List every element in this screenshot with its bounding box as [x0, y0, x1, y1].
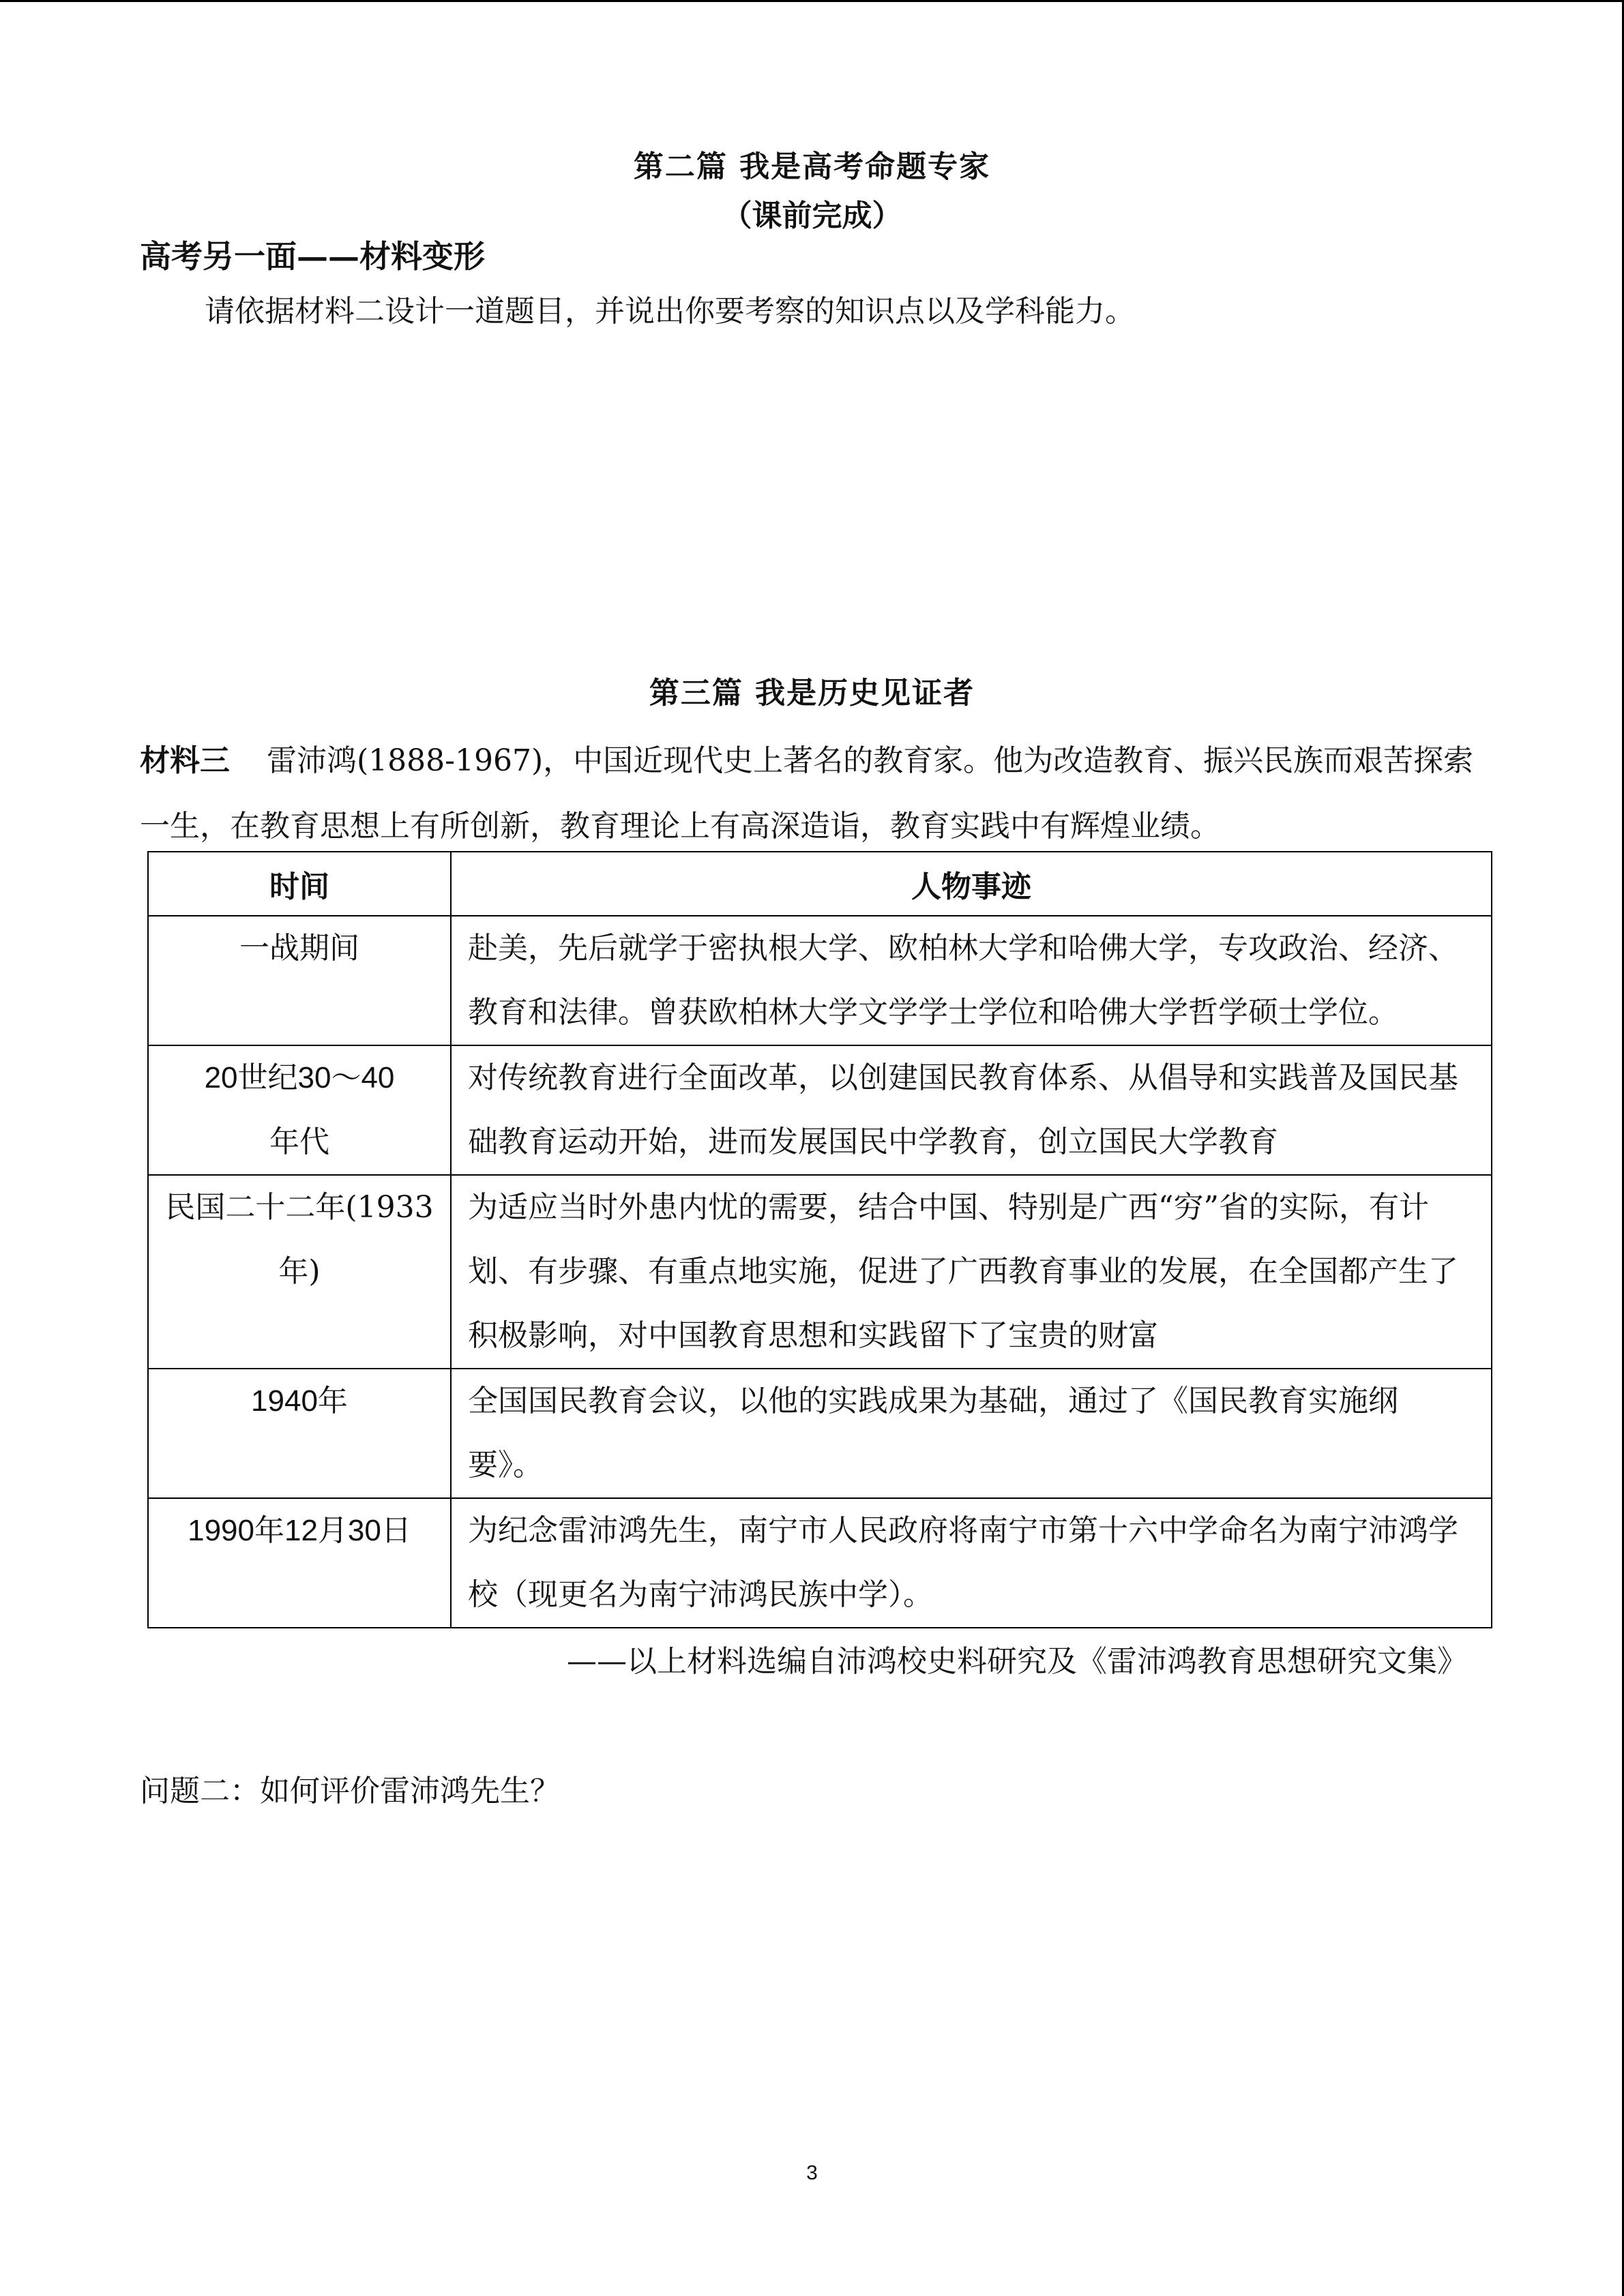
- material-three: [140, 728, 1497, 859]
- table-row: [148, 1045, 1492, 1175]
- material-text: 雷沛鸿(1888-1967)，中国近现代史上著名的教育家。他为改造教育、振兴民族而艰苦探索一生，在教育思想上有所创新，教育理论上有高深造诣，教育实践中有辉煌业绩。: [140, 743, 1474, 844]
- page-number: 3: [806, 2162, 818, 2184]
- part2-title: 第二篇 我是高考命题专家: [633, 149, 991, 184]
- row-time: 1940年: [148, 1369, 451, 1498]
- part2-subtitle: （课前完成）: [722, 198, 902, 233]
- table-row: [148, 1175, 1492, 1369]
- header-event: 人物事迹: [451, 852, 1492, 916]
- row-time: 民国二十二年(1933年): [148, 1175, 451, 1369]
- table-header-row: [148, 852, 1492, 916]
- row-time: 20世纪30～40年代: [148, 1045, 451, 1175]
- table-row: [148, 1498, 1492, 1628]
- row-time: 1990年12月30日: [148, 1498, 451, 1628]
- row-event: 为纪念雷沛鸿先生，南宁市人民政府将南宁市第十六中学命名为南宁沛鸿学校（现更名为南宁沛鸿民族中学）。: [451, 1498, 1492, 1628]
- row-event: 全国国民教育会议，以他的实践成果为基础，通过了《国民教育实施纲要》。: [451, 1369, 1492, 1498]
- part2-prompt: 请依据材料二设计一道题目，并说出你要考察的知识点以及学科能力。: [205, 294, 1135, 329]
- row-event: 对传统教育进行全面改革，以创建国民教育体系、从倡导和实践普及国民基础教育运动开始，进而发展国民中学教育，创立国民大学教育: [451, 1045, 1492, 1175]
- header-time: 时间: [148, 852, 451, 916]
- events-table: [147, 851, 1492, 1628]
- row-event: 为适应当时外患内忧的需要，结合中国、特别是广西“穷”省的实际，有计划、有步骤、有重点地实施，促进了广西教育事业的发展，在全国都产生了积极影响，对中国教育思想和实践留下了宝贵的财富: [451, 1175, 1492, 1369]
- row-event: 赴美，先后就学于密执根大学、欧柏林大学和哈佛大学，专攻政治、经济、教育和法律。曾获欧柏林大学文学学士学位和哈佛大学哲学硕士学位。: [451, 916, 1492, 1045]
- row-time: 一战期间: [148, 916, 451, 1045]
- table-row: [148, 1369, 1492, 1498]
- material-label: 材料三: [140, 743, 230, 778]
- question-two: 问题二：如何评价雷沛鸿先生？: [140, 1774, 560, 1808]
- source-citation: ——以上材料选编自沛鸿校史料研究及《雷沛鸿教育思想研究文集》: [567, 1644, 1467, 1679]
- part3-title: 第三篇 我是历史见证者: [649, 676, 975, 711]
- part2-heading: 高考另一面——材料变形: [140, 238, 485, 275]
- table-row: [148, 916, 1492, 1045]
